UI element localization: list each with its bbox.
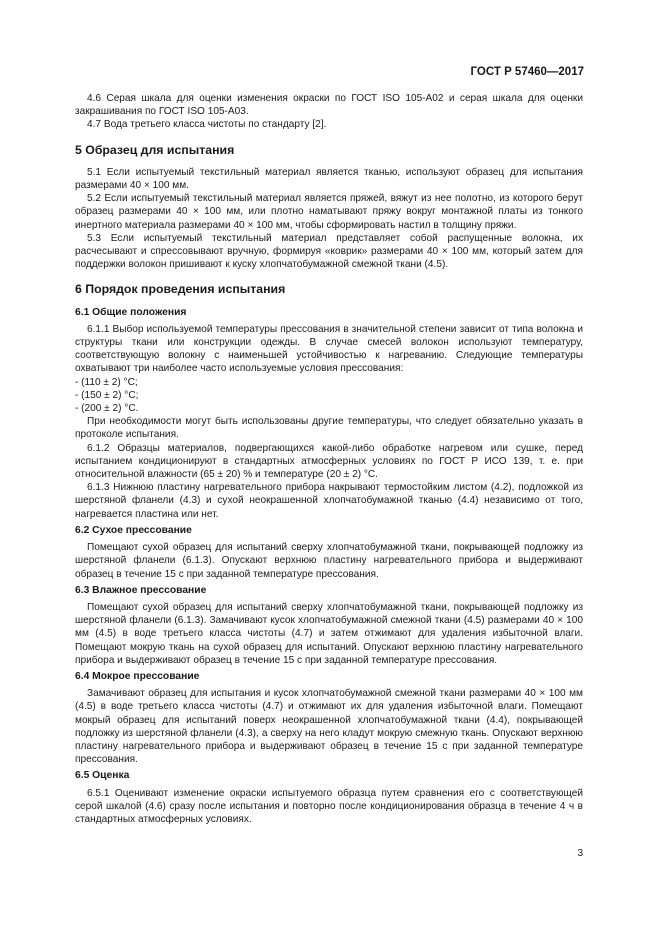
list-item-temp-110: - (110 ± 2) °С; bbox=[75, 376, 138, 388]
paragraph-6-1-1: 6.1.1 Выбор используемой температуры прессования в значительной степени зависит от типа волокна и структуры ткани или конструкции одежды. В случае смесей волокон используют температуру, соответствующую волокну с наименьшей устойчивостью к нагреванию. Следующие температуры охватывают три наиболее часто используемые условия прессования: bbox=[75, 323, 583, 375]
paragraph-5-2: 5.2 Если испытуемый текстильный материал является пряжей, вяжут из нее полотно, из которого берут образец размерами 40 × 100 мм, или плотно наматывают пряжу вокруг монтажной платы из тонкого инертного материала размерами 40 × 100 мм, чтобы сформировать настил в толщину пряжи. bbox=[75, 193, 583, 231]
paragraph-4-7: 4.7 Вода третьего класса чистоты по стандарту [2]. bbox=[87, 119, 327, 131]
section-heading-5: 5 Образец для испытания bbox=[75, 142, 235, 157]
paragraph-other-temps: При необходимости могут быть использованы другие температуры, что следует обязательно указать в протоколе испытания. bbox=[75, 416, 583, 441]
section-heading-6: 6 Порядок проведения испытания bbox=[75, 282, 286, 297]
paragraph-6-3: Помещают сухой образец для испытаний сверху хлопчатобумажной ткани, покрывающей подложку из шерстяной фланели (6.1.3). Замачивают кусок хлопчатобумажной смежной ткани (4.5) размерами 40 × 100 мм (4.5) в воде третьего класса чистоты (4.7) и затем отжимают для удаления избыточной влаги. Помещают мокрую ткань на сухой образец для испытаний. Опускают верхнюю пластину нагревательного прибора и выдерживают образец в течение 15 с при заданной температуре прессования. bbox=[75, 601, 583, 666]
paragraph-6-5-1: 6.5.1 Оценивают изменение окраски испытуемого образца путем сравнения его с соответствующей серой шкалой (4.6) сразу после испытания и повторно после кондиционирования образца в течение 4 ч в стандартных атмосферных условиях. bbox=[75, 787, 583, 825]
paragraph-6-1-3: 6.1.3 Нижнюю пластину нагревательного прибора накрывают термостойким листом (4.2), подложкой из шерстяной фланели (4.3) и сухой неокрашенной хлопчатобумажной тканью (4.4) независимо от того, нагревается пластина или нет. bbox=[75, 482, 583, 520]
subsection-heading-6-5: 6.5 Оценка bbox=[75, 770, 130, 782]
paragraph-4-6: 4.6 Серая шкала для оценки изменения окраски по ГОСТ ISO 105-A02 и серая шкала для оценки закрашивания по ГОСТ ISO 105-A03. bbox=[75, 93, 583, 118]
page-number: 3 bbox=[577, 848, 583, 859]
document-body bbox=[75, 92, 583, 826]
subsection-heading-6-1: 6.1 Общие положения bbox=[75, 306, 187, 318]
paragraph-6-2: Помещают сухой образец для испытаний сверху хлопчатобумажной ткани, покрывающей подложку из шерстяной фланели (6.1.3). Опускают верхнюю пластину нагревательного прибора и выдерживают образец в течение 15 с при заданной температуре прессования. bbox=[75, 542, 583, 580]
paragraph-5-3: 5.3 Если испытуемый текстильный материал представляет собой распущенные волокна, их расчесывают и спрессовывают вручную, формируя «коврик» размерами 40 × 100 мм, который затем для поддержки волокон пришивают к куску хлопчатобумажной смежной ткани (4.5). bbox=[75, 232, 583, 271]
paragraph-5-1: 5.1 Если испытуемый текстильный материал является тканью, используют образец для испытания размерами 40 × 100 мм. bbox=[75, 166, 583, 192]
paragraph-6-1-2: 6.1.2 Образцы материалов, подвергающихся какой-либо обработке нагревом или сушке, перед испытанием кондиционируют в стандартных атмосферных условиях по ГОСТ Р ИСО 139, т. е. при относительной влажности (65 ± 20) % и температуре (20 ± 2) °С. bbox=[75, 442, 583, 481]
document-standard-id: ГОСТ Р 57460—2017 bbox=[470, 66, 584, 78]
subsection-heading-6-2: 6.2 Сухое прессование bbox=[75, 524, 192, 536]
subsection-heading-6-3: 6.3 Влажное прессование bbox=[75, 584, 207, 596]
subsection-heading-6-4: 6.4 Мокрое прессование bbox=[75, 670, 200, 682]
paragraph-6-4: Замачивают образец для испытания и кусок хлопчатобумажной смежной ткани размерами 40 × 100 мм (4.5) в воде третьего класса чистоты (4.7) и отжимают их для удаления избыточной влаги. Помещают мокрый образец для испытаний поверх неокрашенной хлопчатобумажной ткани (4.4), покрывающей подложку из шерстяной фланели (4.3), а сверху на него кладут мокрую смежную ткань. Опускают верхнюю пластину нагревательного прибора и выдерживают образец в течение 15 с при заданной температуре прессования. bbox=[75, 688, 583, 766]
list-item-temp-200: - (200 ± 2) °С. bbox=[75, 403, 139, 415]
list-item-temp-150: - (150 ± 2) °С; bbox=[75, 389, 139, 401]
